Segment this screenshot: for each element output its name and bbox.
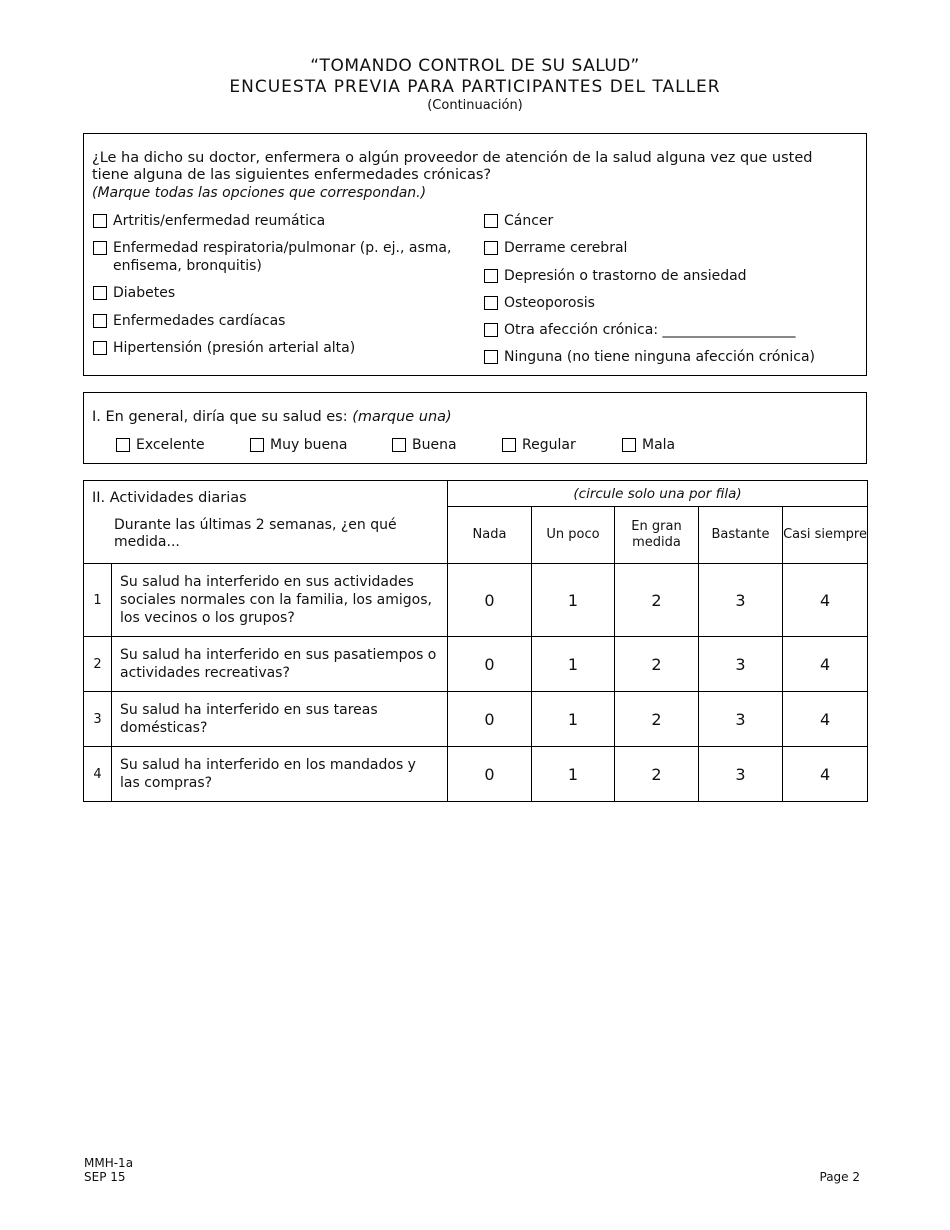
option-label: Enfermedad respiratoria/pulmonar (p. ej., asma, enfisema, bronquitis) xyxy=(113,240,452,274)
rating-value[interactable]: 4 xyxy=(783,747,868,802)
health-option-muy-buena[interactable] xyxy=(250,436,348,454)
option-label: Mala xyxy=(642,437,676,453)
activities-subheading: Durante las últimas 2 semanas, ¿en qué medida... xyxy=(114,517,397,550)
activities-heading: II. Actividades diarias xyxy=(92,490,247,506)
rating-value[interactable]: 1 xyxy=(532,747,615,802)
rating-value[interactable]: 0 xyxy=(448,747,532,802)
chronic-instruction: (Marque todas las opciones que correspondan.) xyxy=(92,185,427,201)
activities-header xyxy=(84,481,448,564)
circle-instruction: (circule solo una por fila) xyxy=(448,481,868,507)
rating-value[interactable]: 0 xyxy=(448,692,532,747)
rating-value[interactable]: 3 xyxy=(699,747,783,802)
option-label: Depresión o trastorno de ansiedad xyxy=(504,268,747,284)
option-label: Cáncer xyxy=(504,213,554,229)
health-option-regular[interactable] xyxy=(502,436,576,454)
rating-value[interactable]: 2 xyxy=(615,637,699,692)
rating-value[interactable]: 2 xyxy=(615,692,699,747)
health-option-mala[interactable] xyxy=(622,436,675,454)
rating-value[interactable]: 3 xyxy=(699,564,783,637)
option-hypertension[interactable] xyxy=(93,339,355,357)
option-arthritis[interactable] xyxy=(93,212,325,230)
health-option-excelente[interactable] xyxy=(116,436,205,454)
checkbox[interactable] xyxy=(484,296,498,310)
checkbox[interactable] xyxy=(484,269,498,283)
rating-value[interactable]: 2 xyxy=(615,564,699,637)
rating-value[interactable]: 4 xyxy=(783,637,868,692)
option-label: Artritis/enfermedad reumática xyxy=(113,213,326,229)
option-label: Derrame cerebral xyxy=(504,240,628,256)
form-title: “TOMANDO CONTROL DE SU SALUD” xyxy=(310,56,640,76)
option-depression[interactable] xyxy=(484,267,747,285)
chronic-conditions-section xyxy=(83,133,867,376)
health-option-buena[interactable] xyxy=(392,436,457,454)
option-diabetes[interactable] xyxy=(93,284,175,302)
rating-value[interactable]: 1 xyxy=(532,637,615,692)
column-header: Nada xyxy=(448,507,532,564)
option-label: Buena xyxy=(412,437,457,453)
form-subtitle: ENCUESTA PREVIA PARA PARTICIPANTES DEL TALLER xyxy=(229,77,721,97)
row-question: Su salud ha interferido en los mandados y las compras? xyxy=(112,747,448,802)
row-number: 4 xyxy=(84,747,112,802)
checkbox[interactable] xyxy=(502,438,516,452)
general-health-section xyxy=(83,392,867,464)
general-health-hint: (marque una) xyxy=(352,409,452,425)
option-label: Otra afección crónica: ___________________ xyxy=(504,322,796,338)
option-other[interactable] xyxy=(484,321,796,339)
rating-value[interactable]: 1 xyxy=(532,564,615,637)
option-cancer[interactable] xyxy=(484,212,553,230)
row-question: Su salud ha interferido en sus tareas domésticas? xyxy=(112,692,448,747)
form-code: MMH-1a xyxy=(84,1156,134,1170)
option-none[interactable] xyxy=(484,348,815,366)
option-heart[interactable] xyxy=(93,312,285,330)
option-label: Enfermedades cardíacas xyxy=(113,313,286,329)
option-label: Muy buena xyxy=(270,437,348,453)
checkbox[interactable] xyxy=(93,241,107,255)
rating-value[interactable]: 4 xyxy=(783,692,868,747)
general-health-question xyxy=(92,409,452,425)
option-label: Ninguna (no tiene ninguna afección crónica) xyxy=(504,349,815,365)
checkbox[interactable] xyxy=(392,438,406,452)
row-number: 3 xyxy=(84,692,112,747)
column-header: Un poco xyxy=(532,507,615,564)
checkbox[interactable] xyxy=(484,323,498,337)
checkbox[interactable] xyxy=(93,341,107,355)
continuation-label: (Continuación) xyxy=(427,98,523,113)
rating-value[interactable]: 2 xyxy=(615,747,699,802)
form-date: SEP 15 xyxy=(84,1170,126,1184)
column-header: En gran medida xyxy=(615,507,699,564)
row-number: 1 xyxy=(84,564,112,637)
table-row xyxy=(84,692,868,747)
row-question: Su salud ha interferido en sus actividades sociales normales con la familia, los amigos, los vecinos o los grupos? xyxy=(112,564,448,637)
chronic-question: ¿Le ha dicho su doctor, enfermera o algún proveedor de atención de la salud alguna vez que usted tiene alguna de las siguientes enfermedades crónicas? xyxy=(92,150,813,183)
page-number: Page 2 xyxy=(819,1170,860,1184)
option-label: Hipertensión (presión arterial alta) xyxy=(113,340,356,356)
row-question: Su salud ha interferido en sus pasatiempos o actividades recreativas? xyxy=(112,637,448,692)
rating-value[interactable]: 0 xyxy=(448,564,532,637)
daily-activities-table xyxy=(83,480,868,802)
checkbox[interactable] xyxy=(484,214,498,228)
option-label: Diabetes xyxy=(113,285,176,301)
table-row xyxy=(84,747,868,802)
checkbox[interactable] xyxy=(116,438,130,452)
option-osteoporosis[interactable] xyxy=(484,294,595,312)
rating-value[interactable]: 0 xyxy=(448,637,532,692)
rating-value[interactable]: 4 xyxy=(783,564,868,637)
table-row xyxy=(84,564,868,637)
column-header: Bastante xyxy=(699,507,783,564)
table-row xyxy=(84,637,868,692)
option-respiratory[interactable] xyxy=(93,239,453,275)
checkbox[interactable] xyxy=(93,314,107,328)
general-health-question-text: I. En general, diría que su salud es: xyxy=(92,409,348,425)
checkbox[interactable] xyxy=(250,438,264,452)
column-header: Casi siempre xyxy=(783,507,868,564)
checkbox[interactable] xyxy=(484,241,498,255)
option-label: Excelente xyxy=(136,437,205,453)
rating-value[interactable]: 3 xyxy=(699,692,783,747)
option-label: Osteoporosis xyxy=(504,295,595,311)
checkbox[interactable] xyxy=(93,214,107,228)
checkbox[interactable] xyxy=(93,286,107,300)
rating-value[interactable]: 3 xyxy=(699,637,783,692)
option-label: Regular xyxy=(522,437,576,453)
rating-value[interactable]: 1 xyxy=(532,692,615,747)
checkbox[interactable] xyxy=(484,350,498,364)
checkbox[interactable] xyxy=(622,438,636,452)
option-stroke[interactable] xyxy=(484,239,627,257)
row-number: 2 xyxy=(84,637,112,692)
